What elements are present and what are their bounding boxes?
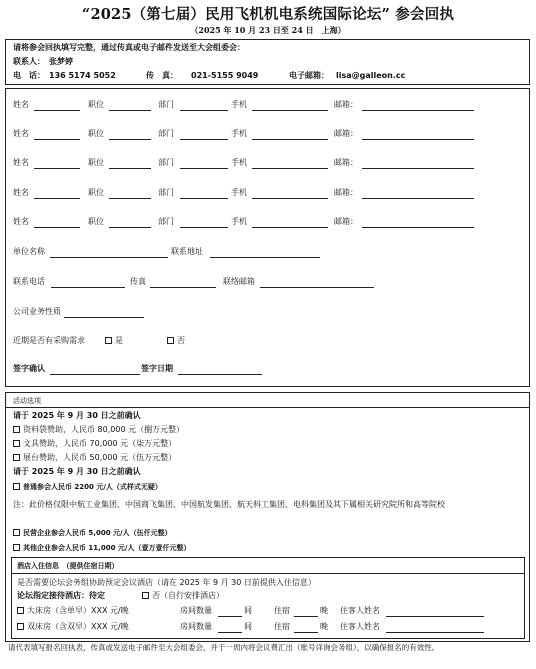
department-field[interactable] [180,227,228,228]
email-field[interactable] [362,168,474,169]
sponsor-bag-label: 资料袋赞助，人民币 80,000 元（捌万元整） [23,425,185,434]
guest-field[interactable] [386,616,484,617]
big-bed-label: 大床房（含单早）XXX 元/晚 [27,606,129,615]
rooms-field[interactable] [218,616,242,617]
company-email-field[interactable] [260,287,374,288]
name-field[interactable] [34,168,80,169]
big-bed-option[interactable] [17,606,129,616]
name-label: 姓名 [13,129,29,138]
page-title: “2025（第七届）民用飞机机电系统国际论坛” 参会回执 [81,6,455,23]
divider [6,407,529,408]
activity-header: 活动选项 [13,397,41,405]
department-field[interactable] [180,198,228,199]
department-label: 部门 [158,188,174,197]
sign-date-label: 签字日期 [141,364,173,373]
position-label: 职位 [88,217,104,226]
hotel-no-label: 否（自行安排酒店） [152,591,224,600]
footer-note: 请代表填写报名回执表，传真或发送电子邮件至大会组委会，并于一周内将会议费汇出（账号详询会务组），以确保报名的有效性。 [8,643,440,652]
fee-private-option[interactable] [13,528,172,538]
company-fax-label: 传真 [130,277,146,286]
room-unit-label: 间 [244,606,252,615]
name-label: 姓名 [13,188,29,197]
signature-field[interactable] [50,374,140,375]
sponsor-booth-option[interactable] [13,453,176,463]
hotel-box [11,557,525,639]
guest-label: 住客人姓名 [340,606,380,615]
fee-private-label: 民营企业参会人民币 5,000 元/人（伍仟元整） [23,529,172,537]
contact-name: 张梦婷 [49,57,73,66]
hotel-question: 是否需要论坛会务组协助预定会议酒店（请在 2025 年 9 月 30 日前提供入住信息） [17,578,316,587]
name-field[interactable] [34,227,80,228]
email-field[interactable] [362,227,474,228]
mobile-label: 手机 [231,188,247,197]
sponsor-stationery-option[interactable] [13,439,176,449]
checkbox-icon[interactable] [167,337,174,344]
checkbox-icon[interactable] [13,426,20,433]
address-field[interactable] [210,257,320,258]
stay-label: 住宿 [274,622,290,631]
stay-field[interactable] [294,632,318,633]
phone-value: 136 5174 5052 [49,71,116,80]
mobile-field[interactable] [252,110,328,111]
deadline-1: 请于 2025 年 9 月 30 日之前确认 [13,411,141,420]
rooms-label: 房间数量 [180,606,212,615]
sponsor-stationery-label: 文具赞助，人民币 70,000 元（柒万元整） [23,439,177,448]
purchase-yes-option[interactable] [105,336,123,346]
night-label: 晚 [320,622,328,631]
mobile-label: 手机 [231,158,247,167]
position-label: 职位 [88,158,104,167]
mobile-field[interactable] [252,139,328,140]
purchase-label: 近期是否有采购需求 [13,336,85,345]
mobile-field[interactable] [252,227,328,228]
contact-label: 联系人： [13,57,45,66]
email-value[interactable]: lisa@galleon.cc [336,71,406,80]
position-field[interactable] [109,168,151,169]
page-subtitle: （2025 年 10 月 23 日至 24 日 上海） [190,25,346,35]
checkbox-icon[interactable] [13,544,20,551]
address-label: 联系地址 [171,247,203,256]
company-email-label: 联络邮箱 [223,277,255,286]
rooms-field[interactable] [218,632,242,633]
department-label: 部门 [158,129,174,138]
email-field[interactable] [362,110,474,111]
email-field-label: 邮箱： [334,188,358,197]
company-phone-label: 联系电话 [13,277,45,286]
name-label: 姓名 [13,158,29,167]
checkbox-icon[interactable] [13,483,20,490]
email-field-label: 邮箱： [334,158,358,167]
sponsor-booth-label: 展台赞助，人民币 50,000 元（伍万元整） [23,453,177,462]
checkbox-icon[interactable] [142,592,149,599]
fax-value: 021-5155 9049 [191,71,259,80]
email-field-label: 邮箱： [334,217,358,226]
hotel-designated-label: 论坛指定接待酒店：待定 [17,591,105,600]
hotel-designated-option[interactable] [17,591,105,601]
fax-label: 传 真： [146,71,178,80]
twin-label: 双床房（含双早）XXX 元/晚 [27,622,129,631]
checkbox-icon[interactable] [13,529,20,536]
name-label: 姓名 [13,217,29,226]
position-label: 职位 [88,100,104,109]
email-label: 电子邮箱： [289,71,329,80]
contact-instruction: 请将参会回执填写完整，通过传真或电子邮件发送至大会组委会： [13,43,245,52]
checkbox-icon[interactable] [13,440,20,447]
checkbox-icon[interactable] [13,454,20,461]
department-label: 部门 [158,217,174,226]
deadline-2: 请于 2025 年 9 月 30 日之前确认 [13,467,141,476]
department-field[interactable] [180,110,228,111]
checkbox-icon[interactable] [17,607,24,614]
unit-name-field[interactable] [50,257,168,258]
email-field-label: 邮箱： [334,129,358,138]
night-label: 晚 [320,606,328,615]
checkbox-icon[interactable] [105,337,112,344]
position-field[interactable] [109,227,151,228]
signature-label: 签字确认 [13,364,45,373]
mobile-label: 手机 [231,100,247,109]
mobile-field[interactable] [252,168,328,169]
name-label: 姓名 [13,100,29,109]
checkbox-icon[interactable] [17,623,24,630]
department-field[interactable] [180,139,228,140]
mobile-label: 手机 [231,129,247,138]
twin-option[interactable] [17,622,129,632]
guest-label: 住客人姓名 [340,622,380,631]
fee-regular-option[interactable] [13,482,162,492]
no-label: 否 [177,336,185,345]
fee-other-label: 其他企业参会人民币 11,000 元/人（壹万壹仟元整） [23,544,191,552]
position-field[interactable] [109,139,151,140]
position-label: 职位 [88,129,104,138]
stay-label: 住宿 [274,606,290,615]
position-label: 职位 [88,188,104,197]
mobile-label: 手机 [231,217,247,226]
registration-box [5,88,530,387]
yes-label: 是 [115,336,123,345]
email-field-label: 邮箱： [334,100,358,109]
mobile-field[interactable] [252,198,328,199]
email-field[interactable] [362,139,474,140]
department-label: 部门 [158,100,174,109]
room-unit-label: 间 [244,622,252,631]
business-field[interactable] [64,317,144,318]
phone-label: 电 话： [13,71,45,80]
position-field[interactable] [109,198,151,199]
hotel-header: 酒店入住信息 （提供住宿日期） [17,562,119,570]
purchase-no-option[interactable] [167,336,185,346]
fee-regular-label: 普通参会人民币 2200 元/人（式样式无疑） [23,483,162,491]
fee-other-option[interactable] [13,543,190,553]
email-field[interactable] [362,198,474,199]
guest-field[interactable] [386,632,484,633]
contact-box [5,39,530,85]
position-field[interactable] [109,110,151,111]
name-field[interactable] [34,198,80,199]
company-fax-field[interactable] [150,287,216,288]
stay-field[interactable] [294,616,318,617]
name-field[interactable] [34,110,80,111]
business-label: 公司业务性质 [13,307,61,316]
hotel-no-option[interactable] [142,591,224,601]
rooms-label: 房间数量 [180,622,212,631]
company-phone-field[interactable] [51,287,125,288]
sponsor-bag-option[interactable] [13,425,184,435]
department-field[interactable] [180,168,228,169]
unit-name-label: 单位名称 [13,247,45,256]
fee-note: 注：此价格仅限中航工业集团、中国商飞集团、中国航发集团、航天科工集团、电科集团及其下属相关研究院所和高等院校 [13,500,445,509]
sign-date-field[interactable] [178,374,262,375]
name-field[interactable] [34,139,80,140]
department-label: 部门 [158,158,174,167]
divider [12,573,524,574]
activity-box [5,392,530,642]
